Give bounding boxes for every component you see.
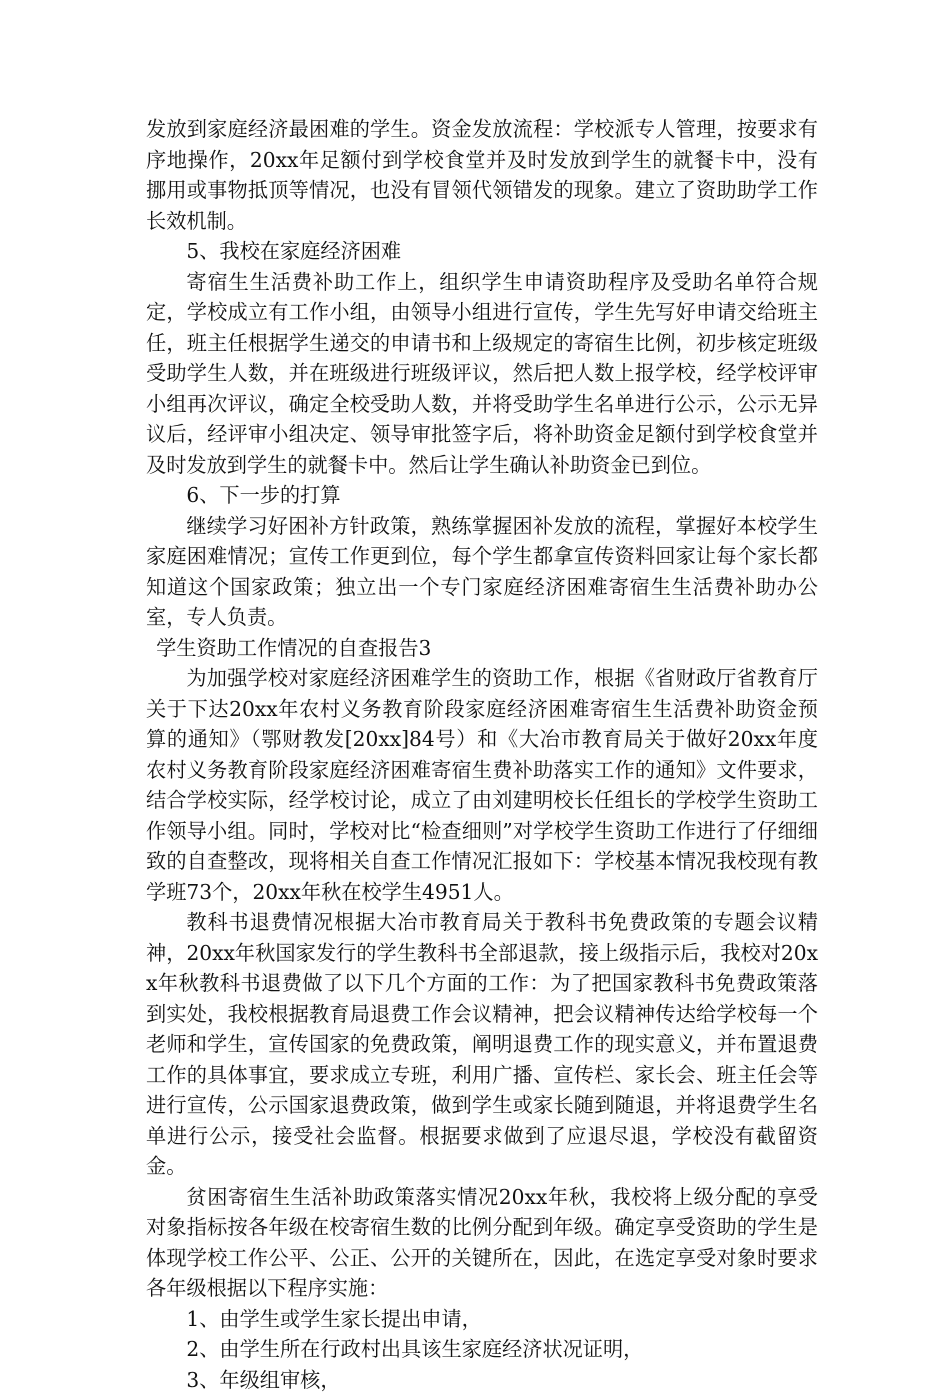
list-item-step-1: 1、由学生或学生家长提出申请， — [146, 1304, 818, 1335]
paragraph-poverty-subsidy: 贫困寄宿生生活补助政策落实情况20xx年秋，我校将上级分配的享受对象指标按各年级在校寄宿生数的比例分配到年级。确定享受资助的学生是体现学校工作公平、公正、公开的关键所在，因此，在选定享受对象时要求各年级根据以下程序实施： — [146, 1182, 818, 1304]
paragraph-textbook-refund: 教科书退费情况根据大冶市教育局关于教科书免费政策的专题会议精神，20xx年秋国家发行的学生教科书全部退款，接上级指示后，我校对20xx年秋教科书退费做了以下几个方面的工作：为了把国家教科书免费政策落到实处，我校根据教育局退费工作会议精神，把会议精神传达给学校每一个老师和学生，宣传国家的免费政策，阐明退费工作的现实意义，并布置退费工作的具体事宜，要求成立专班，利用广播、宣传栏、家长会、班主任会等进行宣传，公示国家退费政策，做到学生或家长随到随退，并将退费学生名单进行公示，接受社会监督。根据要求做到了应退尽退，学校没有截留资金。 — [146, 907, 818, 1182]
section-5-heading: 5、我校在家庭经济困难 — [146, 236, 818, 267]
paragraph-next-steps: 继续学习好困补方针政策，熟练掌握困补发放的流程，掌握好本校学生家庭困难情况；宣传工作更到位，每个学生都拿宣传资料回家让每个家长都知道这个国家政策；独立出一个专门家庭经济困难寄宿生生活费补助办公室，专人负责。 — [146, 511, 818, 633]
document-page — [146, 114, 818, 1395]
paragraph-fund-distribution: 发放到家庭经济最困难的学生。资金发放流程：学校派专人管理，按要求有序地操作，20xx年足额付到学校食堂并及时发放到学生的就餐卡中，没有挪用或事物抵顶等情况，也没有冒领代领错发的现象。建立了资助助学工作长效机制。 — [146, 114, 818, 236]
list-item-step-3: 3、年级组审核， — [146, 1365, 818, 1395]
report-3-title: 学生资助工作情况的自查报告3 — [146, 633, 818, 664]
section-6-heading: 6、下一步的打算 — [146, 480, 818, 511]
list-item-step-2: 2、由学生所在行政村出具该生家庭经济状况证明， — [146, 1334, 818, 1365]
paragraph-boarding-subsidy: 寄宿生生活费补助工作上，组织学生申请资助程序及受助名单符合规定，学校成立有工作小组，由领导小组进行宣传，学生先写好申请交给班主任，班主任根据学生递交的申请书和上级规定的寄宿生比例，初步核定班级受助学生人数，并在班级进行班级评议，然后把人数上报学校，经学校评审小组再次评议，确定全校受助人数，并将受助学生名单进行公示，公示无异议后，经评审小组决定、领导审批签字后，将补助资金足额付到学校食堂并及时发放到学生的就餐卡中。然后让学生确认补助资金已到位。 — [146, 267, 818, 481]
paragraph-report-intro: 为加强学校对家庭经济困难学生的资助工作，根据《省财政厅省教育厅关于下达20xx年农村义务教育阶段家庭经济困难寄宿生生活费补助资金预算的通知》（鄂财教发[20xx]84号）和《大冶市教育局关于做好20xx年度农村义务教育阶段家庭经济困难寄宿生费补助落实工作的通知》文件要求，结合学校实际，经学校讨论，成立了由刘建明校长任组长的学校学生资助工作领导小组。同时，学校对比“检查细则”对学校学生资助工作进行了仔细细致的自查整改，现将相关自查工作情况汇报如下：学校基本情况我校现有教学班73个，20xx年秋在校学生4951人。 — [146, 663, 818, 907]
